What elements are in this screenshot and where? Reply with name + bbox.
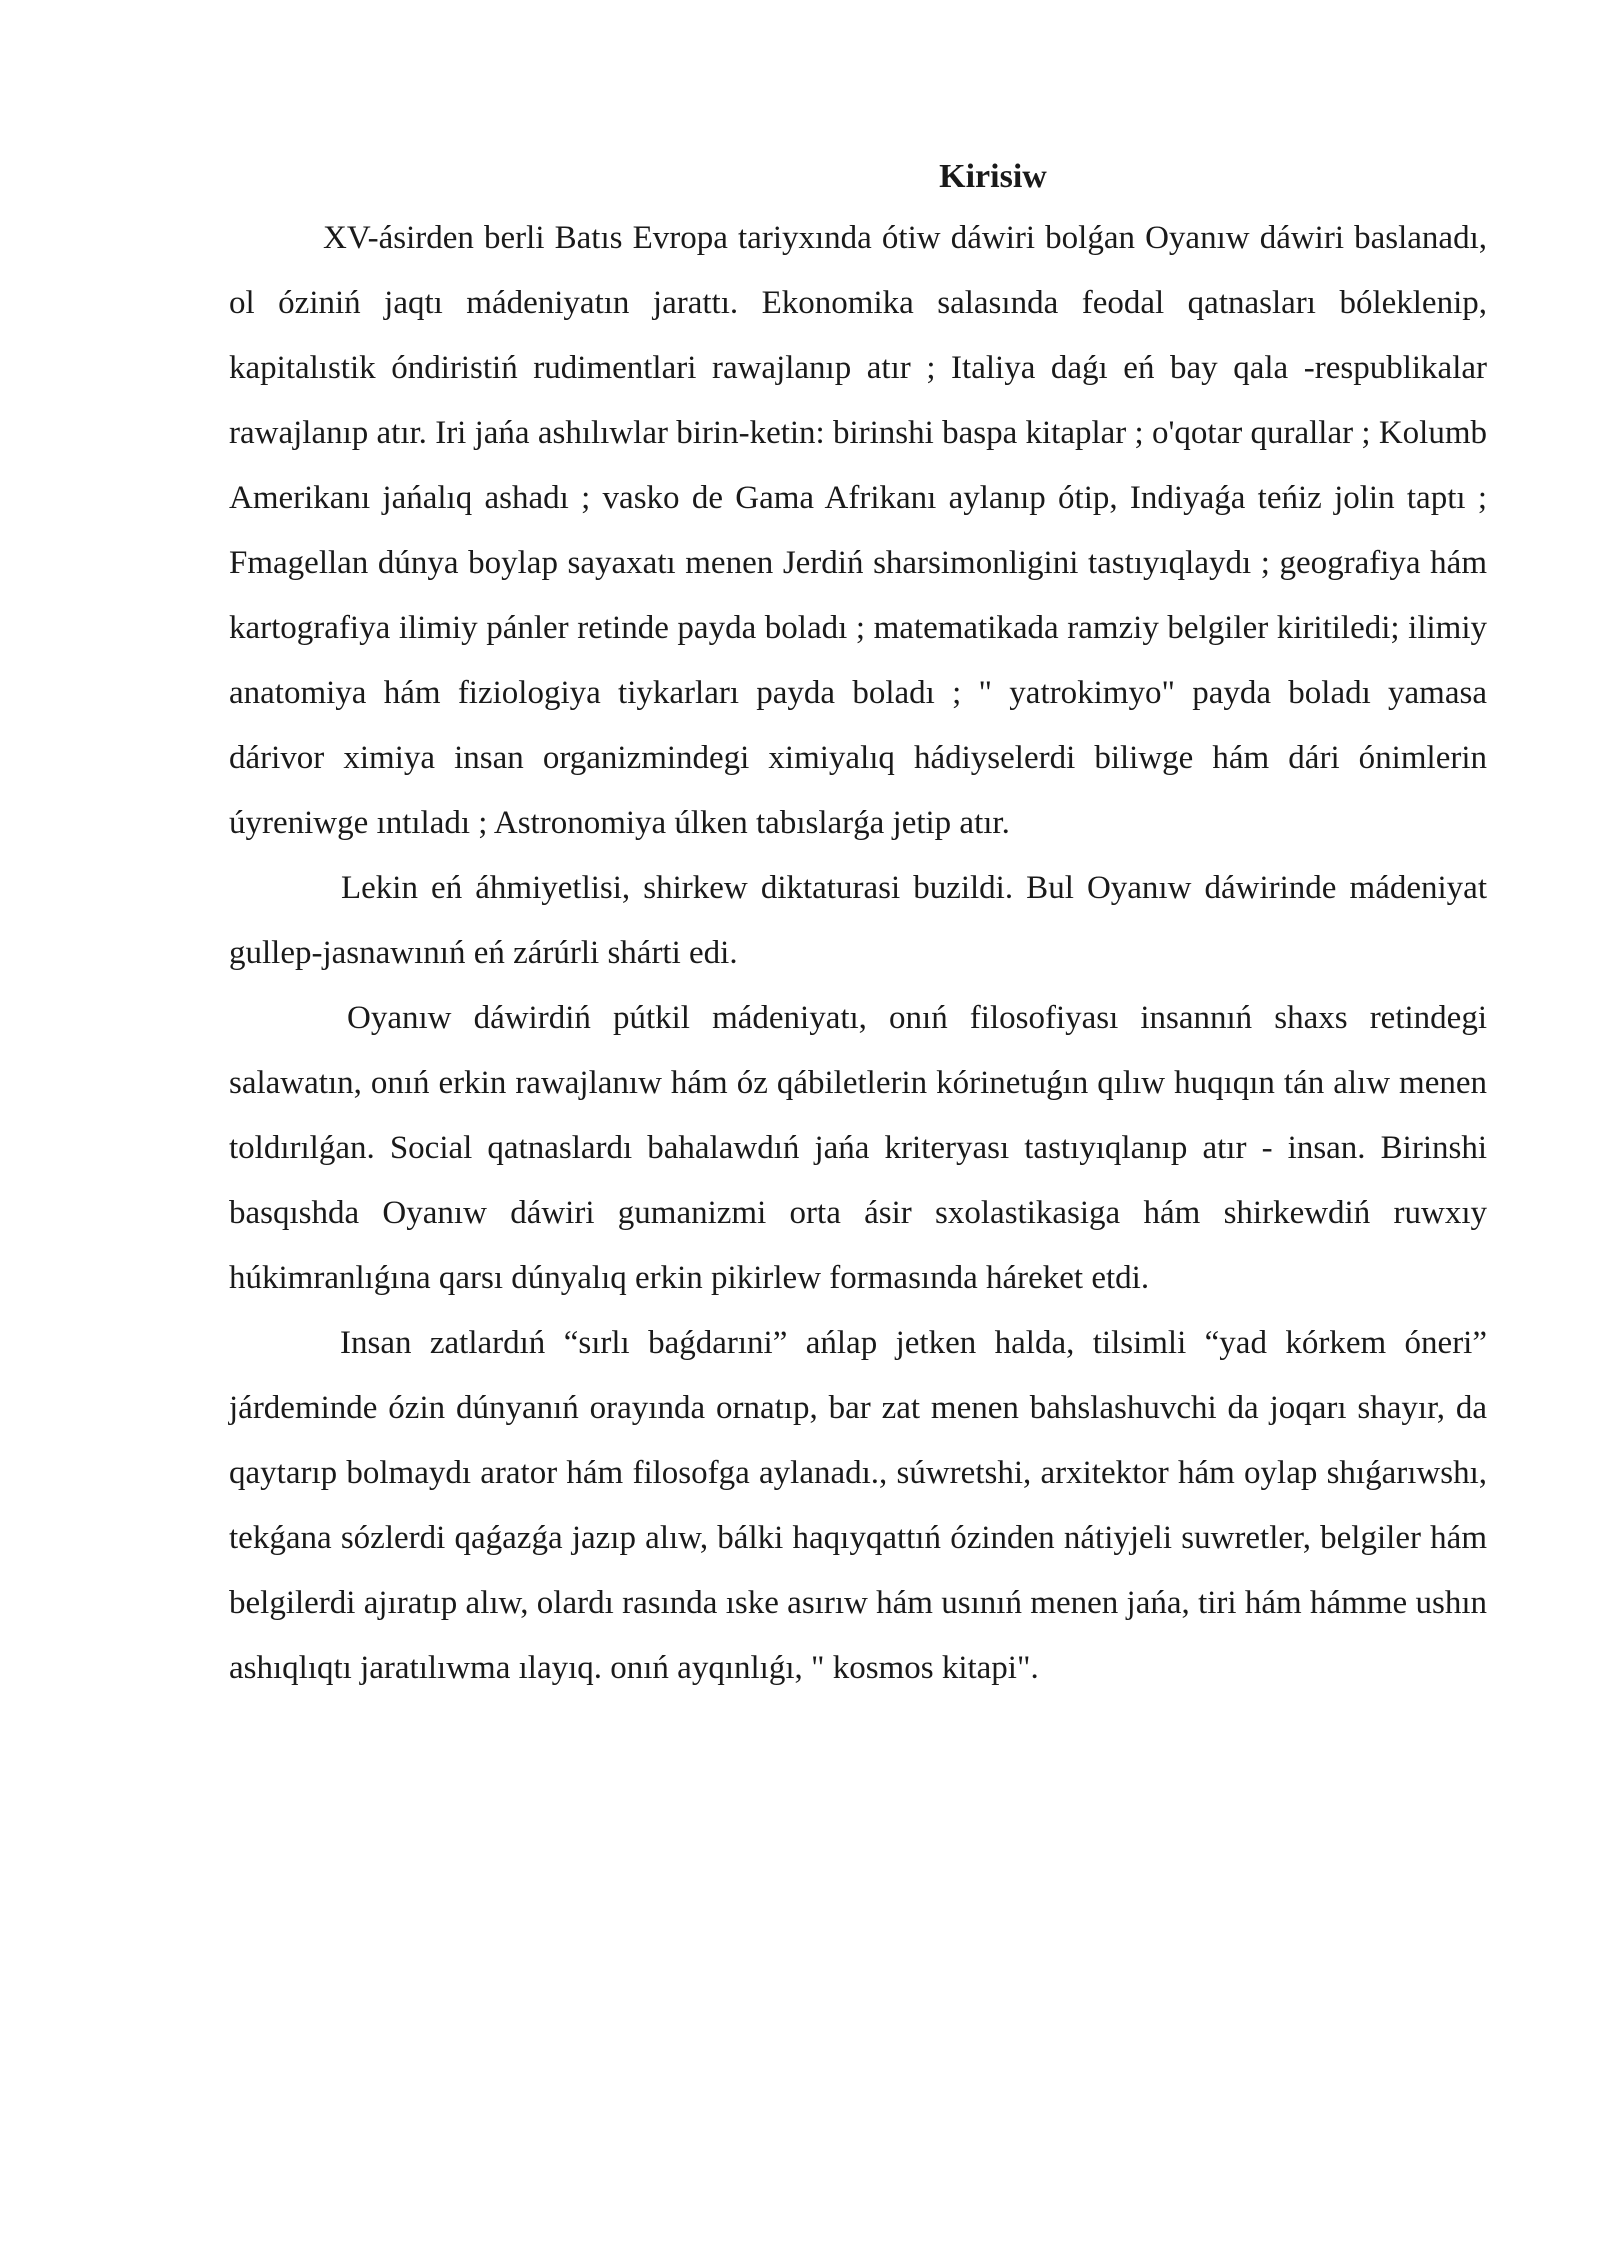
paragraph-3: Oyanıw dáwirdiń pútkil mádeniyatı, onıń filosofiyası insannıń shaxs retindegi salawatın, onıń erkin rawajlanıw hám óz qábiletlerin kórinetuǵın qılıw huqıqın tán alıw menen toldırılǵan. Social qatnaslardı bahalawdıń jańa kriteryası tastıyıqlanıp atır - insan. Birinshi basqıshda Oyanıw dáwiri gumanizmi orta ásir sxolastikasiga hám shirkewdiń ruwxıy húkimranlıǵına qarsı dúnyalıq erkin pikirlew formasında háreket etdi. [229,1000,1487,1296]
document-title: Kirisiw [939,158,1047,195]
paragraph-2: Lekin eń áhmiyetlisi, shirkew diktaturasi buzildi. Bul Oyanıw dáwirinde mádeniyat gullep-jasnawınıń eń zárúrli shárti edi. [229,870,1487,971]
paragraph-1: XV-ásirden berli Batıs Evropa tariyxında ótiw dáwiri bolǵan Oyanıw dáwiri baslanadı, ol óziniń jaqtı mádeniyatın jarattı. Ekonomika salasında feodal qatnasları bóleklenip, kapitalıstik óndiristiń rudimentlari rawajlanıp atır ; Italiya daǵı eń bay qala -respublikalar rawajlanıp atır. Iri jańa ashılıwlar birin-ketin: birinshi baspa kitaplar ; o'qotar qurallar ; Kolumb Amerikanı jańalıq ashadı ; vasko de Gama Afrikanı aylanıp ótip, Indiyaǵa teńiz jolin taptı ; Fmagellan dúnya boylap sayaxatı menen Jerdiń sharsimonligini tastıyıqlaydı ; geografiya hám kartografiya ilimiy pánler retinde payda boladı ; matematikada ramziy belgiler kiritiledi; ilimiy anatomiya hám fiziologiya tiykarları payda boladı ; " yatrokimyo" payda boladı yamasa dárivor ximiya insan organizmindegi ximiyalıq hádiyselerdi biliwge hám dári ónimlerin úyreniwge ıntıladı ; Astronomiya úlken tabıslarǵa jetip atır. [229,220,1487,841]
document-body [229,148,1487,1701]
paragraph-4: Insan zatlardıń “sırlı baǵdarıni” ańlap jetken halda, tilsimli “yad kórkem óneri” járdeminde ózin dúnyanıń orayında ornatıp, bar zat menen bahslashuvchi da joqarı shayır, da qaytarıp bolmaydı arator hám filosofga aylanadı., súwretshi, arxitektor hám oylap shıǵarıwshı, tekǵana sózlerdi qaǵazǵa jazıp alıw, bálki haqıyqattıń ózinden nátiyjeli suwretler, belgiler hám belgilerdi ajıratıp alıw, olardı rasında ıske asırıw hám usınıń menen jańa, tiri hám hámme ushın ashıqlıqtı jaratılıwma ılayıq. onıń ayqınlıǵı, " kosmos kitapi". [229,1325,1487,1686]
